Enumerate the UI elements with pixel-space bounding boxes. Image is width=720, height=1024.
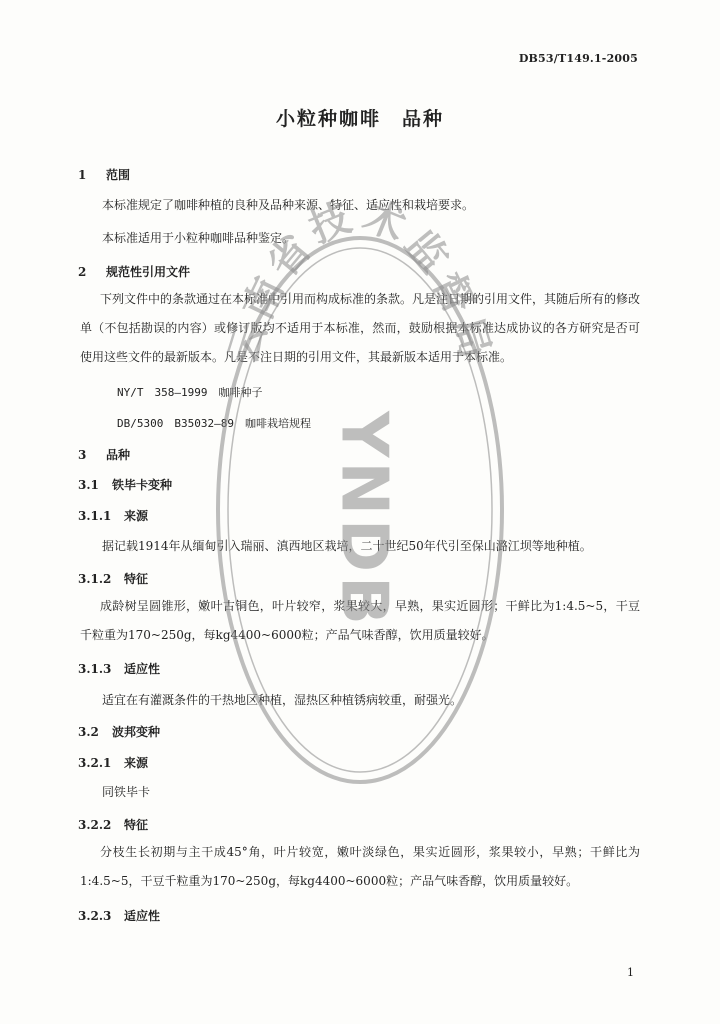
paragraph-scope-2: 本标准适用于小粒种咖啡品种鉴定。: [102, 231, 295, 245]
paragraph-3-1-1: 据记载1914年从缅甸引入瑞丽、滇西地区栽培，二十世纪50年代引至保山潞江坝等地种植。: [102, 539, 592, 553]
document-number: DB53/T149.1-2005: [518, 52, 638, 65]
section-heading-3-1-3: 3.1.3 适应性: [78, 662, 161, 676]
paragraph-3-2-2: 分枝生长初期与主干成45°角，叶片较宽，嫩叶淡绿色，果实近圆形，浆果较小，早熟；干鲜比为1:4.5~5，干豆千粒重为170~250g，每kg4400~6000粒；产品气味香醇，饮用质量较好。: [80, 845, 640, 888]
stamp-center-text: YNDB: [326, 411, 401, 629]
section-heading-3-1-2: 3.1.2 特征: [78, 572, 149, 586]
paragraph-3-1-3: 适宜在有灌溉条件的干热地区种植，湿热区种植锈病较重，耐强光。: [102, 693, 463, 707]
section-heading-3-1: 3.1 铁毕卡变种: [78, 478, 173, 492]
section-heading-3-2: 3.2 波邦变种: [78, 725, 161, 739]
reference-item-2: DB/5300 B35032—89 咖啡栽培规程: [117, 417, 311, 430]
page-number: 1: [627, 966, 634, 979]
paragraph-3-1-2: 成龄树呈圆锥形，嫩叶古铜色，叶片较窄，浆果较大，早熟，果实近圆形；干鲜比为1:4.5~5，干豆千粒重为170~250g，每kg4400~6000粒；产品气味香醇，饮用质量较好。: [80, 599, 640, 642]
section-heading-3-1-1: 3.1.1 来源: [78, 509, 149, 523]
stamp-outer-text: 云南省技术监督局: [219, 192, 501, 370]
section-heading-3-2-1: 3.2.1 来源: [78, 756, 149, 770]
section-heading-1: 1 范围: [78, 168, 131, 182]
paragraph-3-2-1: 同铁毕卡: [102, 785, 151, 799]
section-heading-3-2-3: 3.2.3 适应性: [78, 909, 161, 923]
section-heading-3: 3 品种: [78, 448, 131, 462]
section-heading-2: 2 规范性引用文件: [78, 265, 191, 279]
reference-item-1: NY/T 358—1999 咖啡种子: [117, 386, 263, 399]
paragraph-scope-1: 本标准规定了咖啡种植的良种及品种来源、特征、适应性和栽培要求。: [102, 198, 475, 212]
page-title: 小粒种咖啡 品种: [275, 108, 444, 130]
paragraph-normative-references: 下列文件中的条款通过在本标准中引用而构成标准的条款。凡是注日期的引用文件，其随后所有的修改单（不包括勘误的内容）或修订版均不适用于本标准，然而，鼓励根据本标准达成协议的各方研究是否可使用这些文件的最新版本。凡是不注日期的引用文件，其最新版本适用于本标准。: [80, 292, 641, 364]
section-heading-3-2-2: 3.2.2 特征: [78, 818, 149, 832]
